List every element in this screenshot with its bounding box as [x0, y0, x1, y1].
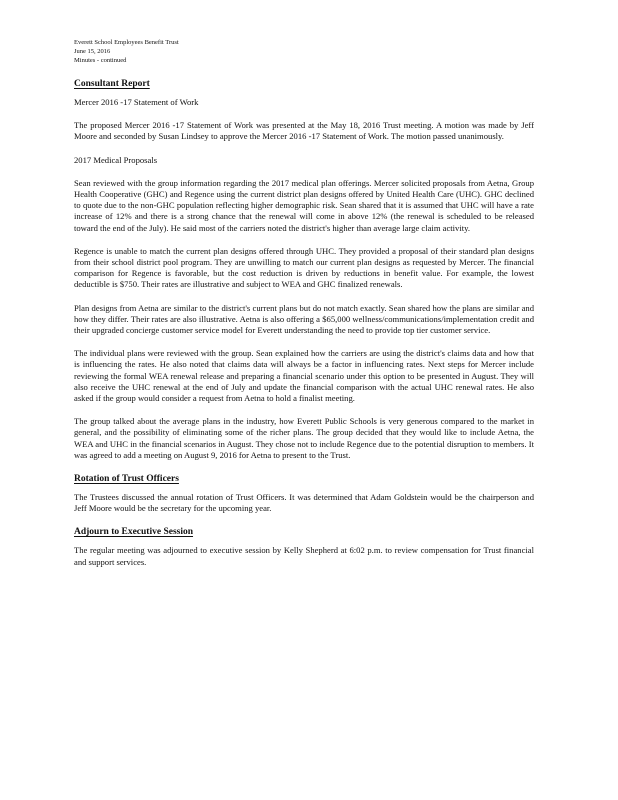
paragraph-rotation: The Trustees discussed the annual rotation of Trust Officers. It was determined that Adam Goldstein would be the chairperson and Jeff Moore would be the secretary for the upcoming year. [74, 492, 534, 514]
section-rotation-officers [74, 473, 534, 514]
page-header [74, 38, 179, 65]
section-consultant-report [74, 78, 534, 143]
paragraph-aetna: Plan designs from Aetna are similar to the district's current plans but do not match exactly. Sean shared how the plans are similar and how they differ. Their rates are also illustrative. Aetna is also offering a $65,000 wellness/communications/implementation credit and their upgraded concierge customer service model for Everett understanding the need to provide top tier customer service. [74, 302, 534, 336]
section-adjourn [74, 526, 534, 567]
paragraph-medical-overview: Sean reviewed with the group information regarding the 2017 medical plan offerings. Mercer solicited proposals from Aetna, Group Health Cooperative (GHC) and Regence using the current district plan designs offered by United Health Care (UHC). GHC declined to quote due to the non-GHC population reflecting higher demographic risk. Sean shared that it is assumed that UHC will have a rate increase of 12% and there is a strong chance that the renewal will come in above 12% (the renewal is scheduled to be released toward the end of the July). He said most of the carriers noted the district's higher than average large claim activity. [74, 177, 534, 233]
paragraph-plan-review: The individual plans were reviewed with the group. Sean explained how the carriers are using the district's claims data and how that is influencing the rates. He also noted that claims data will always be a factor in influencing rates. Next steps for Mercer include reviewing the formal WEA renewal release and preparing a financial scenario under this option to be presented in August. They will also receive the UHC renewal at the end of July and update the financial comparison with the actual UHC renewal rates. He also asked if the group would consider a request from Aetna to hold a finalist meeting. [74, 348, 534, 404]
paragraph-statement-of-work: The proposed Mercer 2016 -17 Statement of Work was presented at the May 18, 2016 Trust meeting. A motion was made by Jeff Moore and seconded by Susan Lindsey to approve the Mercer 2016 -17 Statement of Work. The motion passed unanimously. [74, 120, 534, 142]
paragraph-group-discussion: The group talked about the average plans in the industry, how Everett Public Schools is very generous compared to the market in general, and the possibility of eliminating some of the richer plans. The group decided that they would like to include Aetna, the WEA and UHC in the financial scenarios in August. They chose not to include Regence due to the potential disruption to members. It was agreed to add a meeting on August 9, 2016 for Aetna to present to the Trust. [74, 416, 534, 460]
heading-adjourn: Adjourn to Executive Session [74, 527, 194, 538]
section-medical-proposals [74, 155, 534, 461]
heading-rotation-officers: Rotation of Trust Officers [74, 474, 179, 485]
subheading-statement-of-work: Mercer 2016 -17 Statement of Work [74, 97, 199, 107]
header-organization: Everett School Employees Benefit Trust [74, 39, 179, 46]
paragraph-adjourn: The regular meeting was adjourned to executive session by Kelly Shepherd at 6:02 p.m. to review compensation for Trust financial and support services. [74, 545, 534, 567]
header-continued: Minutes - continued [74, 57, 127, 64]
paragraph-regence: Regence is unable to match the current plan designs offered through UHC. They provided a proposal of their standard plan designs from their school district pool program. They are unwilling to match our current plan designs as requested by Mercer. The financial comparison for Regence is favorable, but the cost reduction is driven by reductions in benefit value. For example, the lowest deductible is $750. Their rates are illustrative and subject to WEA and GHC finalized renewals. [74, 245, 534, 290]
document-body [74, 78, 534, 580]
heading-consultant-report: Consultant Report [74, 79, 150, 89]
subheading-medical-proposals: 2017 Medical Proposals [74, 154, 158, 165]
header-date: June 15, 2016 [74, 48, 111, 55]
